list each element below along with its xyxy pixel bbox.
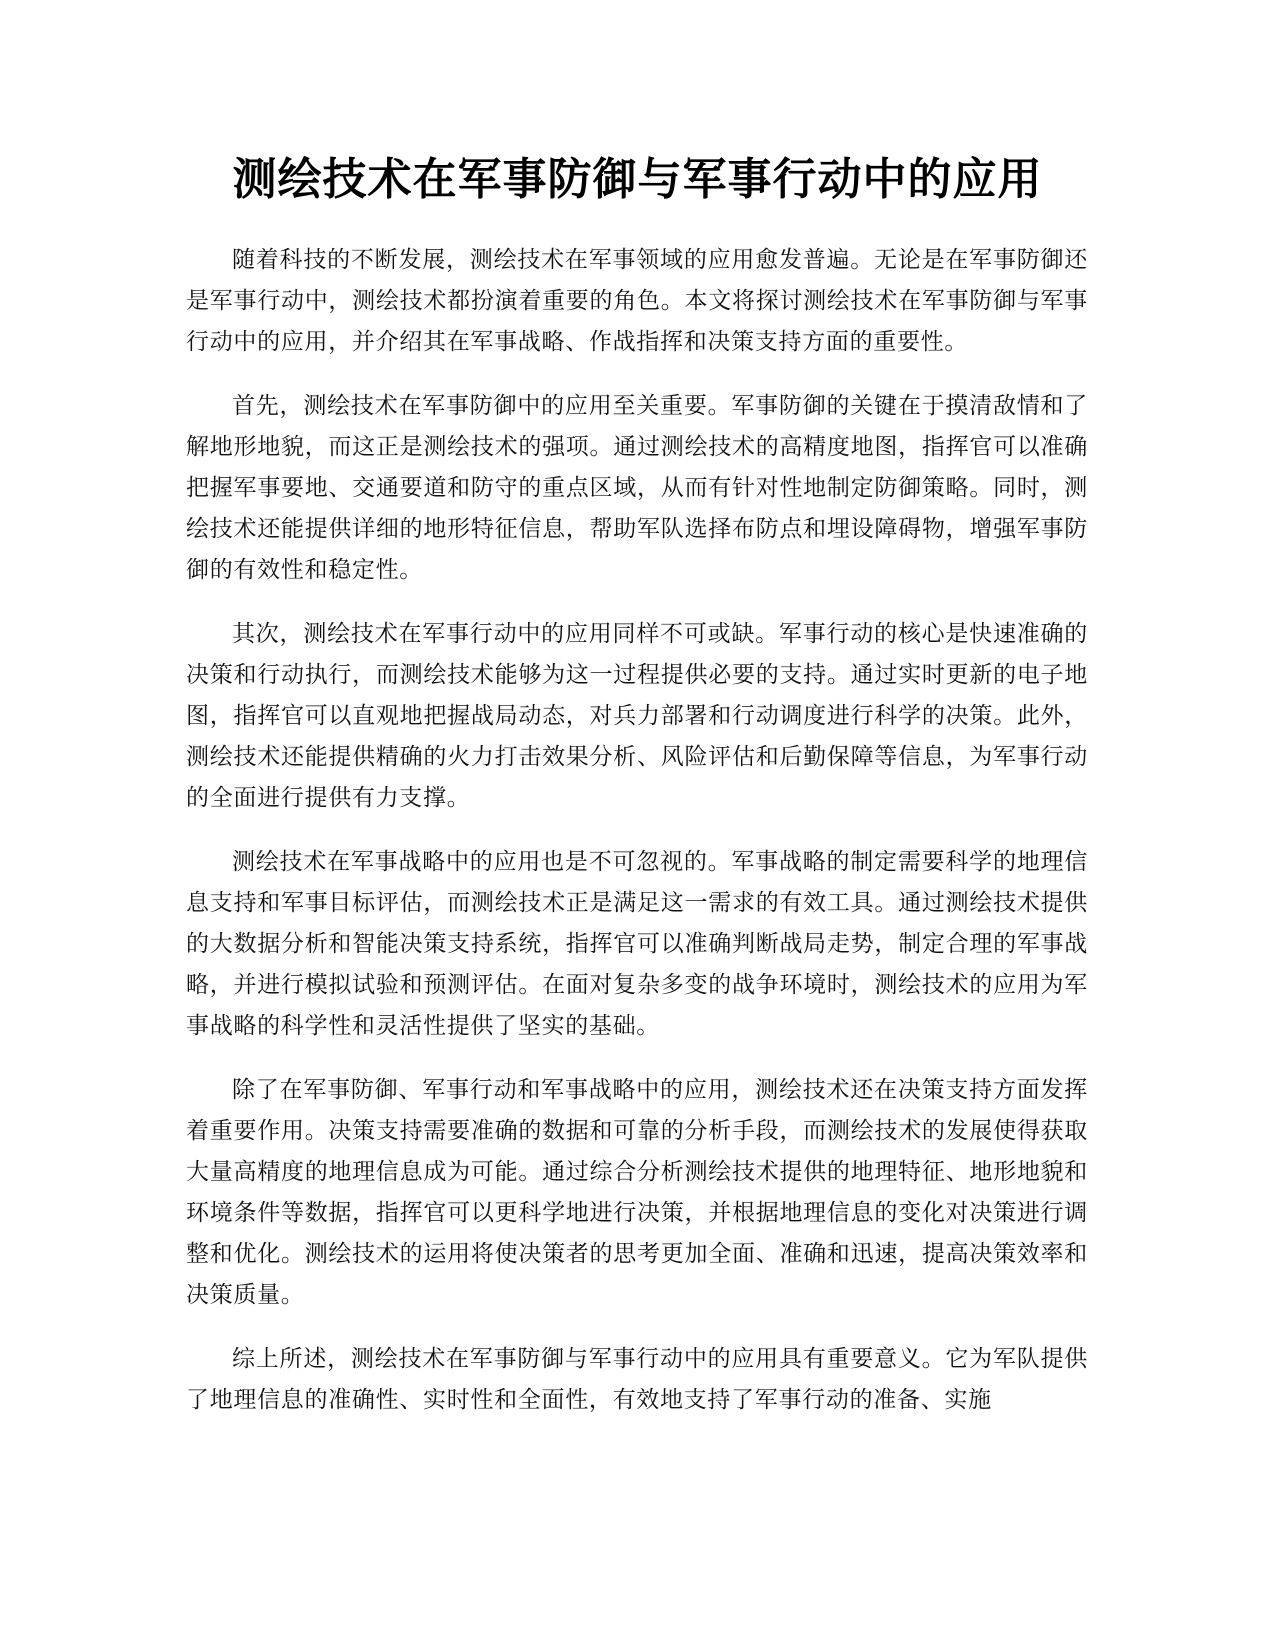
paragraph-strategy: 测绘技术在军事战略中的应用也是不可忽视的。军事战略的制定需要科学的地理信息支持和军事目标评估，而测绘技术正是满足这一需求的有效工具。通过测绘技术提供的大数据分析和智能决策支持系统，指挥官可以准确判断战局走势，制定合理的军事战略，并进行模拟试验和预测评估。在面对复杂多变的战争环境时，测绘技术的应用为军事战略的科学性和灵活性提供了坚实的基础。 xyxy=(186,849,1088,1039)
paragraph-decision-support: 除了在军事防御、军事行动和军事战略中的应用，测绘技术还在决策支持方面发挥着重要作用。决策支持需要准确的数据和可靠的分析手段，而测绘技术的发展使得获取大量高精度的地理信息成为可能。通过综合分析测绘技术提供的地理特征、地形地貌和环境条件等数据，指挥官可以更科学地进行决策，并根据地理信息的变化对决策进行调整和优化。测绘技术的运用将使决策者的思考更加全面、准确和迅速，提高决策效率和决策质量。 xyxy=(186,1077,1088,1308)
paragraph-operations: 其次，测绘技术在军事行动中的应用同样不可或缺。军事行动的核心是快速准确的决策和行动执行，而测绘技术能够为这一过程提供必要的支持。通过实时更新的电子地图，指挥官可以直观地把握战局动态，对兵力部署和行动调度进行科学的决策。此外，测绘技术还能提供精确的火力打击效果分析、风险评估和后勤保障等信息，为军事行动的全面进行提供有力支撑。 xyxy=(186,621,1088,811)
document-body xyxy=(186,240,1088,1444)
paragraph-defense: 首先，测绘技术在军事防御中的应用至关重要。军事防御的关键在于摸清敌情和了解地形地貌，而这正是测绘技术的强项。通过测绘技术的高精度地图，指挥官可以准确把握军事要地、交通要道和防守的重点区域，从而有针对性地制定防御策略。同时，测绘技术还能提供详细的地形特征信息，帮助军队选择布防点和埋设障碍物，增强军事防御的有效性和稳定性。 xyxy=(186,393,1088,583)
paragraph-conclusion: 综上所述，测绘技术在军事防御与军事行动中的应用具有重要意义。它为军队提供了地理信息的准确性、实时性和全面性，有效地支持了军事行动的准备、实施 xyxy=(186,1346,1088,1413)
paragraph-intro: 随着科技的不断发展，测绘技术在军事领域的应用愈发普遍。无论是在军事防御还是军事行动中，测绘技术都扮演着重要的角色。本文将探讨测绘技术在军事防御与军事行动中的应用，并介绍其在军事战略、作战指挥和决策支持方面的重要性。 xyxy=(186,247,1088,355)
document-title: 测绘技术在军事防御与军事行动中的应用 xyxy=(232,154,1043,205)
